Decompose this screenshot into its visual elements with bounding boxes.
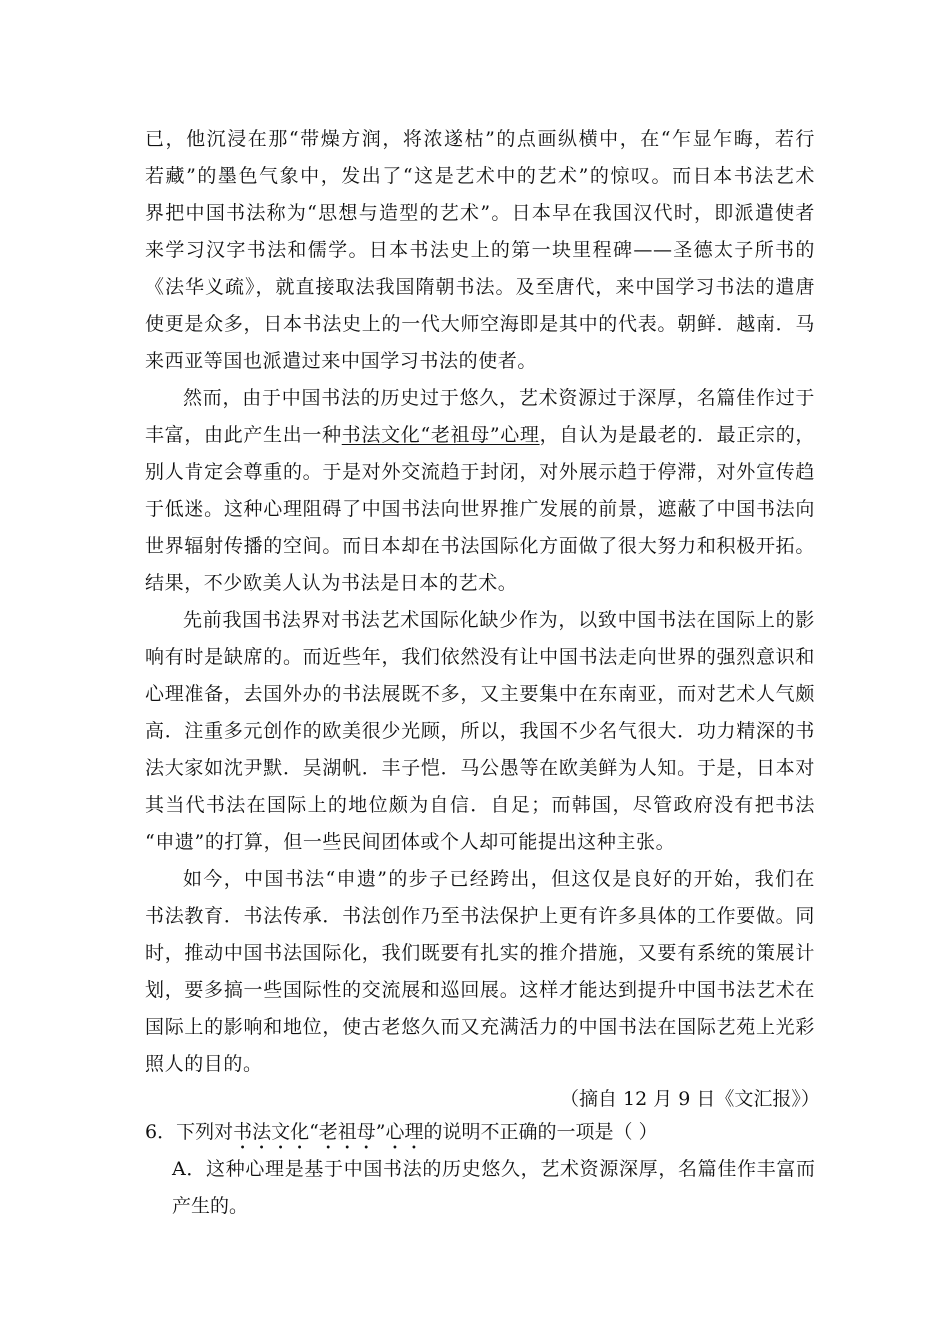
article-line: 结果，不少欧美人认为书法是日本的艺术。: [145, 572, 518, 594]
question-stem: [145, 1118, 658, 1154]
article-line: 时，推动中国书法国际化，我们既要有扎实的推介措施，又要有系统的策展计: [145, 942, 815, 964]
article-line: 然而，由于中国书法的历史过于悠久，艺术资源过于深厚，名篇佳作过于: [183, 387, 815, 409]
article-source: （摘自 12 月 9 日《文汇报》）: [560, 1088, 820, 1110]
question-text: 6．下列对: [145, 1121, 234, 1143]
article-line: 法大家如沈尹默．吴湖帆．丰子恺．马公愚等在欧美鲜为人知。于是，日本对: [145, 757, 815, 779]
article-line: 响有时是缺席的。而近些年，我们依然没有让中国书法走向世界的强烈意识和: [145, 646, 815, 668]
article-line: 先前我国书法界对书法艺术国际化缺少作为，以致中国书法在国际上的影: [183, 609, 815, 631]
article-line: 其当代书法在国际上的地位颇为自信．自足；而韩国，尽管政府没有把书法: [145, 794, 815, 816]
article-line: 书法教育．书法传承．书法创作乃至书法保护上更有许多具体的工作要做。同: [145, 905, 815, 927]
article-line: 《法华义疏》，就直接取法我国隋朝书法。及至唐代，来中国学习书法的遣唐: [145, 276, 815, 298]
text-segment: ，自认为是最老的．最正宗的，: [539, 424, 815, 446]
article-line: 于低迷。这种心理阻碍了中国书法向世界推广发展的前景，遮蔽了中国书法向: [145, 498, 815, 520]
article-line: 划，要多搞一些国际性的交流展和巡回展。这样才能达到提升中国书法艺术在: [145, 979, 815, 1001]
text-segment: 丰富，由此产生出一种: [145, 424, 342, 446]
article-line: 高．注重多元创作的欧美很少光顾，所以，我国不少名气很大．功力精深的书: [145, 720, 815, 742]
article-line: 来学习汉字书法和儒学。日本书法史上的第一块里程碑——圣德太子所书的: [145, 239, 815, 261]
article-line: 世界辐射传播的空间。而日本却在书法国际化方面做了很大努力和积极开拓。: [145, 535, 815, 557]
article-line: 已，他沉浸在那“带燥方润，将浓遂枯”的点画纵横中，在“乍显乍晦，若行: [145, 128, 815, 150]
article-line: 界把中国书法称为“思想与造型的艺术”。日本早在我国汉代时，即派遣使者: [145, 202, 815, 224]
article-line: 别人肯定会尊重的。于是对外交流趋于封闭，对外展示趋于停滞，对外宣传趋: [145, 461, 815, 483]
article-line: 如今，中国书法“申遗”的步子已经跨出，但这仅是良好的开始，我们在: [183, 868, 815, 890]
article-line: 心理准备，去国外办的书法展既不多，又主要集中在东南亚，而对艺术人气颇: [145, 683, 815, 705]
article-line: 国际上的影响和地位，使古老悠久而又充满活力的中国书法在国际艺苑上光彩: [145, 1016, 815, 1038]
article-line: 来西亚等国也派遣过来中国学习书法的使者。: [145, 350, 538, 372]
option-a-continued: 产生的。: [172, 1195, 249, 1217]
dotted-phrase: 书法文化“老祖母”心理: [233, 1121, 424, 1143]
option-a: A．这种心理是基于中国书法的历史悠久，艺术资源深厚，名篇佳作丰富而: [172, 1158, 815, 1180]
underlined-phrase: 书法文化“老祖母”心理: [341, 424, 540, 446]
article-line: [145, 421, 815, 449]
article-line: 若藏”的墨色气象中，发出了“这是艺术中的艺术”的惊叹。而日本书法艺术: [145, 165, 815, 187]
article-line: 照人的目的。: [145, 1053, 263, 1075]
article-line: “申遗”的打算，但一些民间团体或个人却可能提出这种主张。: [145, 831, 676, 853]
question-text: 的说明不正确的一项是（ ）: [423, 1121, 658, 1143]
article-line: 使更是众多，日本书法史上的一代大师空海即是其中的代表。朝鲜．越南．马: [145, 313, 815, 335]
